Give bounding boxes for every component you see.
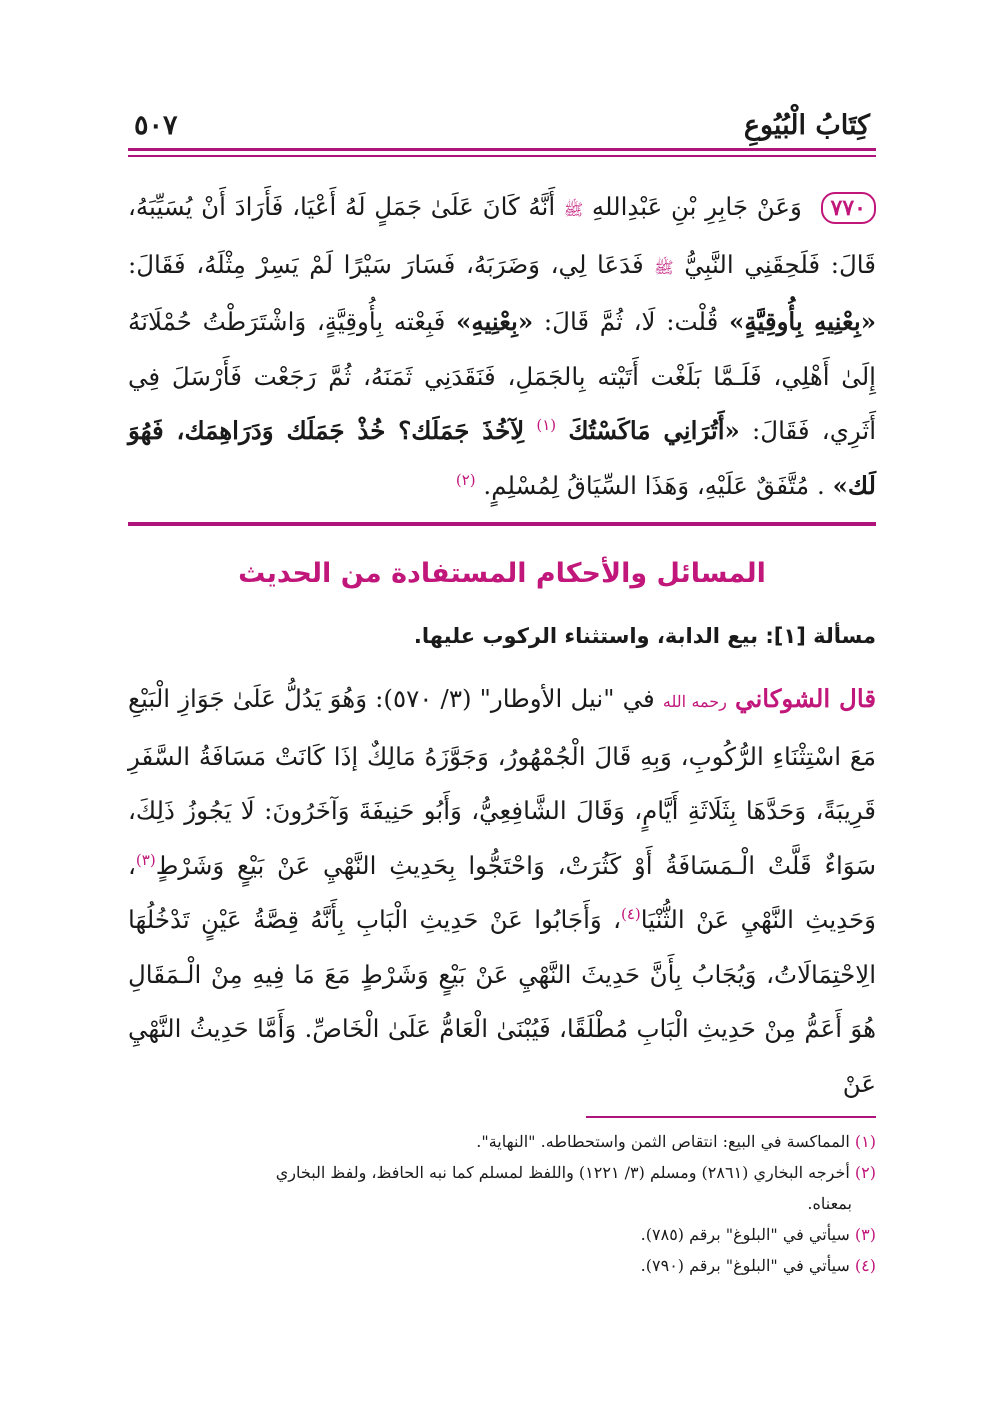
footnote-number: (٢) — [854, 1163, 876, 1182]
footnote-item — [128, 1219, 876, 1250]
salawat-icon: ﷺ — [654, 257, 674, 277]
footnote-number: (٤) — [854, 1256, 876, 1275]
commentary-p3: ، وَأَجَابُوا عَنْ حَدِيثِ الْبَابِ بِأَنَّهُ قِصَّةُ عَيْنٍ تَدْخُلُهَا الِاحْتِمَالَاتُ، وَيُجَابُ بِأَنَّ حَدِيثَ النَّهْيِ عَنْ بَيْعٍ وَشَرْطٍ مَعَ مَا فِيهِ مِنْ الْـمَقَالِ هُوَ أَعَمُّ مِنْ حَدِيثِ الْبَابِ مُطْلَقًا، فَيُبْنَىٰ الْعَامُّ عَلَىٰ الْخَاصِّ. وَأَمَّا حَدِيثُ النَّهْيِ عَنْ — [128, 905, 876, 1098]
speaker-name: قال الشوكاني — [735, 684, 877, 713]
hadith-number-badge: ٧٧٠ — [821, 192, 876, 224]
footnote-ref-3[interactable]: (٣) — [135, 850, 156, 869]
section-title: المسائل والأحكام المستفادة من الحديث — [238, 558, 766, 589]
footnote-item — [128, 1157, 876, 1188]
hadith-quote-3b: لِآخُذَ جَمَلَك؟ خُذْ جَمَلَك وَدَرَاهِمَك، فَهُوَ لَك» — [128, 416, 876, 500]
honorific-icon: ﷺ — [563, 200, 584, 219]
hadith-line3b: فَبِعْته بِأُوقِيَّةٍ، وَاشْتَرَطْتُ حُمْلَانَهُ إِلَىٰ أَهْلِي، فَلَـمَّا بَلَغْت أَتَيْته بِالجَمَلِ، فَنَقَدَنِي ثَمَنَهُ، ثُمَّ رَجَعْت فَأَرْسَلَ فِي أَثَرِي، فَقَالَ: — [128, 307, 877, 445]
footnotes — [128, 1126, 876, 1281]
footnote-rule — [586, 1116, 876, 1118]
hadith-line1b: أَنَّهُ كَانَ عَلَىٰ جَمَلٍ لَهُ أَعْيَا، فَأَرَادَ أَنْ يُسَيِّبَهُ، — [128, 192, 556, 221]
issue-heading — [128, 624, 876, 648]
footnote-ref-4[interactable]: (٤) — [621, 904, 641, 923]
hadith-line3a: قُلْت: لَا، ثُمَّ قَالَ: — [543, 307, 719, 336]
commentary-p1: في "نيل الأوطار" (٣/ ٥٧٠): وَهُوَ يَدُلُّ عَلَىٰ جَوَازِ الْبَيْعِ مَعَ اسْتِثْنَاءِ الرُّكُوبِ، وَبِهِ قَالَ الْجُمْهُورُ، وَجَوَّزَهُ مَالِكٌ إذَا كَانَتْ مَسَافَةُ السَّفَرِ قَرِيبَةً، وَحَدَّهَا بِثَلَاثَةِ أَيَّامٍ، وَقَالَ الشَّافِعِيُّ، وَأَبُو حَنِيفَةَ وَآخَرُونَ: لَا يَجُوزُ ذَلِكَ، سَوَاءٌ قَلَّتْ الْـمَسَافَةُ أَوْ كَثُرَتْ، وَاحْتَجُّوا بِحَدِيثِ النَّهْيِ عَنْ بَيْعٍ وَشَرْطٍ — [128, 684, 876, 880]
footnote-text: أخرجه البخاري (٢٨٦١) ومسلم (٣/ ١٢٢١) واللفظ لمسلم كما نبه الحافظ، ولفظ البخاري — [275, 1163, 850, 1182]
commentary-text — [128, 672, 876, 1111]
commentary-p2: ، وَحَدِيثِ النَّهْيِ عَنْ الثُّنْيَا — [128, 850, 877, 934]
honorific-rahimahullah: رحمه الله — [662, 692, 727, 711]
footnote-item — [128, 1126, 876, 1157]
hadith-line2a: قَالَ: فَلَحِقَنِي النَّبِيُّ — [684, 249, 876, 279]
hadith-quote-2: «بِعْنِيهِ» — [456, 307, 534, 336]
footnote-ref-1[interactable]: (١) — [536, 415, 557, 434]
footnote-number: (٣) — [854, 1225, 876, 1244]
hadith-ending: . مُتَّفَقٌ عَلَيْهِ، وَهَذَا السِّيَاقُ لِمُسْلِمٍ. — [483, 470, 825, 500]
page-header — [128, 106, 876, 146]
footnote-continuation: بمعناه. — [807, 1194, 852, 1213]
issue-title: بيع الدابة، واستثناء الركوب عليها. — [413, 624, 759, 648]
issue-label: مسألة [١]: — [765, 624, 876, 648]
page-number: ٥٠٧ — [134, 110, 178, 141]
section-divider — [128, 522, 876, 526]
header-rule-top — [128, 148, 876, 151]
footnote-text: سيأتي في "البلوغ" برقم (٧٨٥). — [640, 1225, 850, 1244]
header-rule-bottom — [128, 155, 876, 157]
footnote-item — [128, 1250, 876, 1281]
footnote-number: (١) — [854, 1132, 876, 1151]
footnote-ref-2[interactable]: (٢) — [455, 470, 476, 489]
hadith-line1: وَعَنْ جَابِرِ بْنِ عَبْدِاللهِ — [591, 192, 802, 221]
book-title: كِتَابُ الْبُيُوعِ — [743, 110, 870, 141]
hadith-quote-3a: «أَتُرَانِي مَاكَسْتُكَ — [568, 416, 740, 445]
hadith-quote-1: «بِعْنِيهِ بِأُوقِيَّةٍ» — [729, 307, 877, 336]
footnote-text: سيأتي في "البلوغ" برقم (٧٩٠). — [640, 1256, 850, 1275]
footnote-text: المماكسة في البيع: انتقاص الثمن واستحطاطه. "النهاية". — [476, 1132, 850, 1151]
hadith-text — [128, 180, 876, 513]
hadith-line2b: فَدَعَا لِي، وَضَرَبَهُ، فَسَارَ سَيْرًا لَمْ يَسِرْ مِثْلَهُ، فَقَالَ: — [128, 249, 644, 279]
